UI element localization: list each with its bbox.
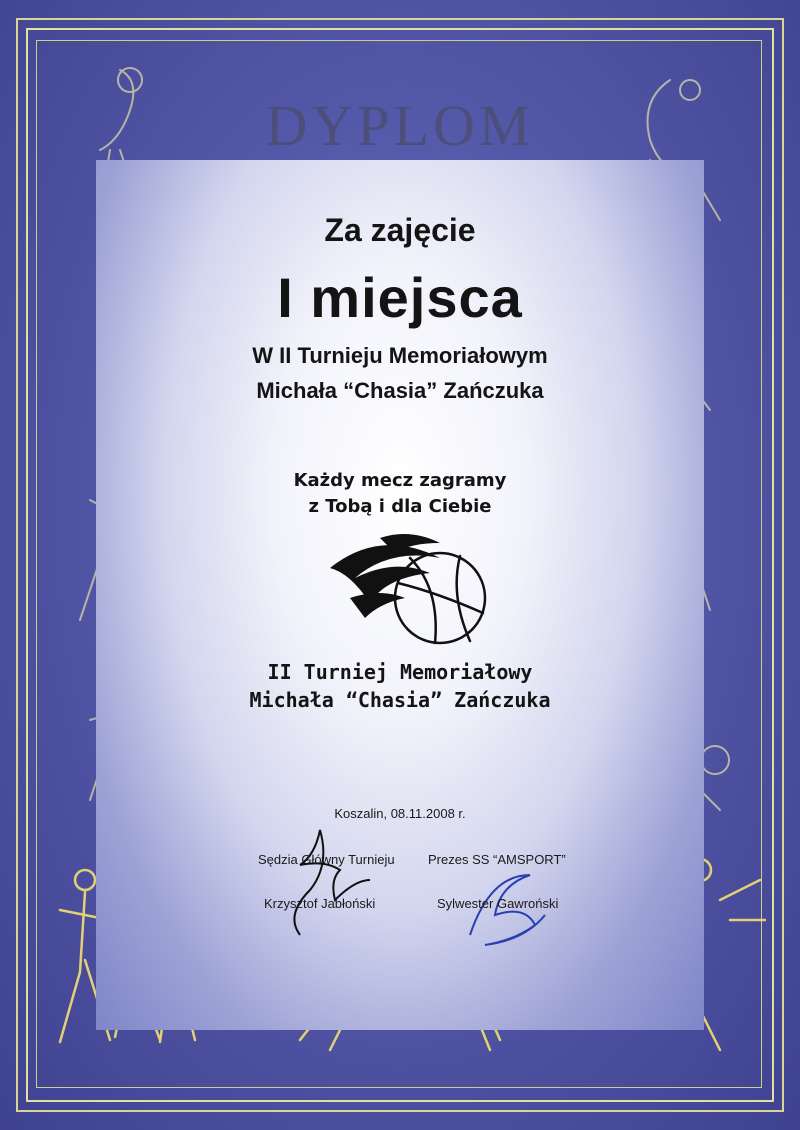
left-signatory-role: Sędzia Główny Turnieju (258, 852, 395, 867)
right-signatory-name: Sylwester Gawroński (437, 896, 559, 911)
motto-line-1: Każdy mecz zagramy (293, 470, 507, 491)
right-signatory-role: Prezes SS “AMSPORT” (428, 852, 566, 867)
motto-line-2: z Tobą i dla Ciebie (308, 496, 492, 517)
event-name-line-2: Michała “Chasia” Zańczuka (249, 688, 551, 712)
tournament-line-1: W II Turnieju Memoriałowym (252, 343, 548, 368)
award-place: I miejsca (277, 266, 523, 329)
tournament-line-2: Michała “Chasia” Zańczuka (256, 378, 544, 403)
diploma-title: DYPLOM (265, 93, 535, 158)
left-signatory-name: Krzysztof Jabłoński (264, 896, 376, 911)
place-and-date: Koszalin, 08.11.2008 r. (334, 806, 466, 821)
left-signature (294, 830, 370, 935)
event-name-line-1: II Turniej Memoriałowy (267, 660, 533, 684)
award-intro: Za zajęcie (324, 212, 476, 248)
